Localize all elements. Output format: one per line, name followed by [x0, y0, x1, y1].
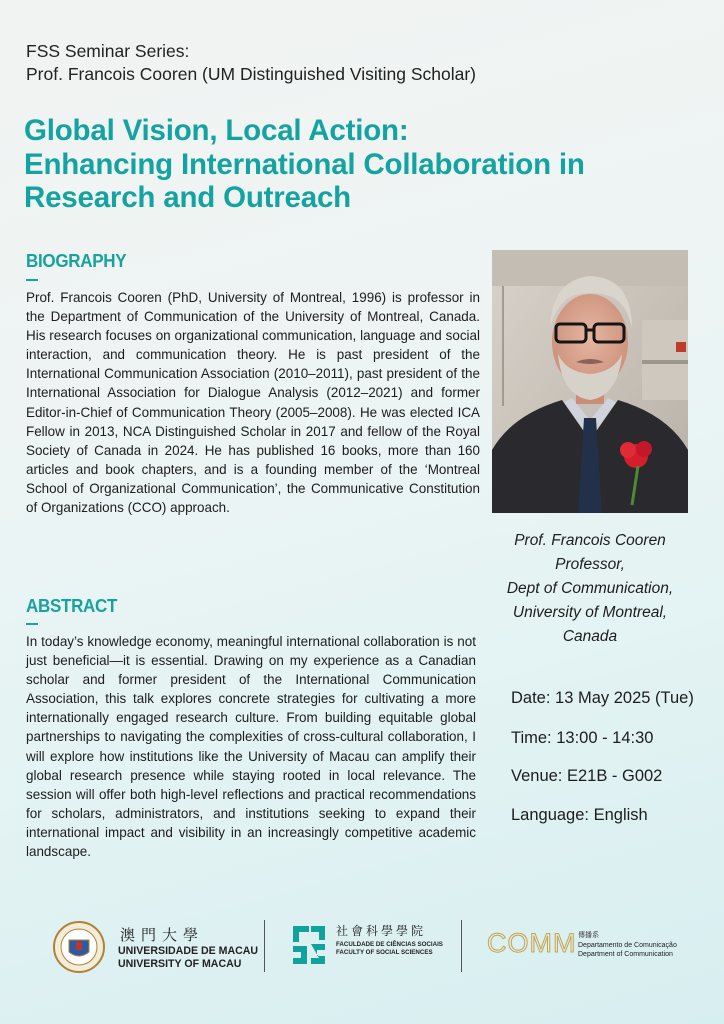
speaker-line: Prof. Francois Cooren (UM Distinguished Visiting Scholar) — [26, 64, 476, 84]
fss-cjk-name: 社會科學學院 — [336, 924, 427, 938]
caption-name: Prof. Francois Cooren — [514, 532, 666, 549]
seminar-title — [24, 114, 714, 215]
series-label: FSS Seminar Series: — [26, 41, 190, 61]
event-date: Date: 13 May 2025 (Tue) — [511, 689, 694, 707]
series-header — [26, 40, 476, 86]
caption-title: Professor, — [555, 556, 625, 573]
abstract-heading: ABSTRACT — [26, 596, 118, 617]
biography-text: Prof. Francois Cooren (PhD, University of Montreal, 1996) is professor in the Department of Communication of the University of Montreal, Canada. His research focuses on organizational communication, language and social interaction, and communication theory. He is past president of the International Communication Association (2010–2011), past president of the International Association for Dialogue Analysis (2012–2021) and former Editor-in-Chief of Communication Theory (2005–2008). He was elected ICA Fellow in 2013, NCA Distinguished Scholar in 2017 and fellow of the Royal Society of Canada in 2024. He has published 16 books, more than 160 articles and book chapters, and is a founding member of the ‘Montreal School of Organizational Communication’, the Communicative Constitution of Organizations (CCO) approach. — [26, 290, 480, 516]
abstract-rule — [26, 623, 38, 625]
um-en-name: UNIVERSITY OF MACAU — [118, 958, 242, 970]
comm-logo: COMM — [487, 928, 577, 958]
biography-rule — [26, 279, 38, 281]
fss-en-name: FACULTY OF SOCIAL SCIENCES — [336, 949, 433, 956]
comm-cjk-name: 傳播系 — [578, 931, 599, 939]
title-line-2: Enhancing International Collaboration in — [24, 147, 585, 181]
fss-name-block — [336, 922, 443, 957]
um-seal-logo — [52, 920, 106, 974]
abstract-text: In today’s knowledge economy, meaningful international collaboration is not just beneficial—it is essential. Drawing on my experience as a Canadian scholar and former president of the International Communication Association, this talk explores concrete strategies for cultivating a more internationally engaged research culture. From building equitable global partnerships to navigating the complexities of cross-cultural collaboration, I will explore how institutions like the University of Macau can amplify their global research presence while staying rooted in local relevance. The session will offer both high-level reflections and practical recommendations for scholars, administrators, and institutions seeking to expand their international impact and visibility in an increasingly competitive academic landscape. — [26, 634, 476, 860]
footer-divider-1 — [264, 920, 265, 972]
event-time: Time: 13:00 - 14:30 — [511, 729, 654, 747]
title-line-3: Research and Outreach — [24, 181, 351, 214]
comm-pt-name: Departamento de Comunicação — [578, 942, 677, 949]
comm-en-name: Department of Communication — [578, 951, 673, 958]
comm-name-block — [578, 930, 677, 959]
speaker-caption — [492, 529, 688, 649]
um-name-block — [118, 945, 258, 971]
biography-heading: BIOGRAPHY — [26, 251, 127, 272]
speaker-photo — [492, 250, 688, 513]
event-language: Language: English — [511, 806, 648, 824]
caption-country: Canada — [562, 628, 618, 645]
um-cjk-name: 澳門大學 — [120, 926, 205, 944]
footer-divider-2 — [461, 920, 462, 972]
caption-dept: Dept of Communication, — [506, 580, 674, 597]
caption-university: University of Montreal, — [512, 604, 668, 621]
title-line-1: Global Vision, Local Action: — [24, 114, 409, 147]
fss-logo-mark — [289, 922, 329, 968]
fss-pt-name: FACULDADE DE CIÊNCIAS SOCIAIS — [336, 941, 443, 948]
event-venue: Venue: E21B - G002 — [511, 767, 663, 785]
um-pt-name: UNIVERSIDADE DE MACAU — [118, 945, 259, 957]
